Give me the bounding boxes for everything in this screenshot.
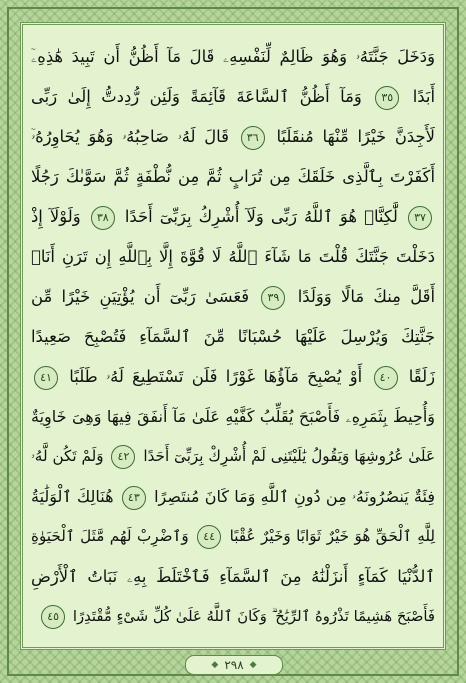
- verse-text: دَخَلْتَ جَنَّتَكَ قُلْتَ مَا شَآءَ ٱللَّهُ لَا قُوَّةَ إِلَّا بِٱللَّهِ إِن تَرَنِ أَنَا۠: [31, 247, 435, 266]
- verse-text: وَدَخَلَ جَنَّتَهُۥ وَهُوَ ظَالِمٌ لِّنَفْسِهِۦ قَالَ مَآ أَظُنُّ أَن تَبِيدَ هَٰذِهِۦٓ: [31, 47, 435, 66]
- ayah-number-marker: ٤٢: [111, 445, 135, 469]
- text-line: [31, 199, 435, 234]
- verse-text: وَأُحِيطَ بِثَمَرِهِۦ فَأَصْبَحَ يُقَلِّبُ كَفَّيْهِ عَلَىٰ مَآ أَنفَقَ فِيهَا وَهِىَ خَاوِيَةٌ: [31, 407, 435, 426]
- verse-text: لِلَّهِ ٱلْحَقِّ هُوَ خَيْرٌ ثَوَابًا وَخَيْرٌ عُقْبًا: [229, 527, 435, 545]
- verse-text: ٱلدُّنْيَا كَمَآءٍ أَنزَلْنَٰهُ مِنَ ٱلسَّمَآءِ فَٱخْتَلَطَ بِهِۦ نَبَاتُ ٱلْأَرْضِ: [31, 567, 435, 586]
- text-line: [31, 359, 435, 394]
- text-line: [31, 79, 435, 114]
- verse-text: أَقَلَّ مِنكَ مَالًا وَوَلَدًا: [297, 287, 436, 306]
- verse-text: لَأَجِدَنَّ خَيْرًا مِّنْهَا مُنقَلَبًا: [276, 127, 436, 146]
- text-panel: [20, 22, 446, 650]
- text-line: [31, 319, 435, 354]
- text-line: [31, 39, 435, 74]
- ayah-number-marker: ٤٤: [197, 525, 221, 549]
- ayah-number-marker: ٣٨: [91, 206, 115, 230]
- verse-text: زَلَقًا: [408, 367, 435, 386]
- text-line: [31, 439, 435, 474]
- ayah-number-marker: ٣٩: [261, 286, 285, 310]
- verse-text: وَٱضْرِبْ لَهُم مَّثَلَ ٱلْحَيَوٰةِ: [31, 527, 189, 545]
- ayah-number-marker: ٤٠: [374, 366, 398, 390]
- ayah-number-marker: ٤٥: [41, 605, 65, 629]
- text-line: [31, 119, 435, 154]
- verse-text: فِئَةٌ يَنصُرُونَهُۥ مِن دُونِ ٱللَّهِ وَمَا كَانَ مُنتَصِرًا: [154, 487, 435, 506]
- verse-text: وَلَوْلَآ إِذْ: [31, 207, 81, 226]
- text-line: [31, 559, 435, 594]
- text-line: [31, 479, 435, 514]
- verse-text: أَكَفَرْتَ بِٱلَّذِى خَلَقَكَ مِن تُرَابٍ ثُمَّ مِن نُّطْفَةٍ ثُمَّ سَوَّىٰكَ رَجُلًا: [31, 167, 435, 186]
- verse-text: عَلَىٰ عُرُوشِهَا وَيَقُولُ يَٰلَيْتَنِى لَمْ أُشْرِكْ بِرَبِّىٓ أَحَدًا: [143, 447, 436, 465]
- ayah-number-marker: ٣٦: [241, 126, 265, 150]
- ayah-number-marker: ٤٣: [122, 486, 146, 510]
- verse-text: قَالَ لَهُۥ صَاحِبُهُۥ وَهُوَ يُحَاوِرُهُۥٓ: [31, 127, 229, 146]
- text-line: [31, 279, 435, 314]
- page-number: ٢٩٨: [224, 658, 244, 672]
- verse-text: وَمَآ أَظُنُّ ٱلسَّاعَةَ قَآئِمَةً وَلَئِن رُّدِدتُّ إِلَىٰ رَبِّى: [31, 87, 362, 106]
- page-number-frame: [185, 655, 283, 675]
- ayah-number-marker: ٣٧: [408, 206, 432, 230]
- text-line: [31, 599, 435, 634]
- ornament-icon: ◆: [211, 659, 219, 670]
- verse-text: أَوْ يُصْبِحَ مَآؤُهَا غَوْرًا فَلَن تَسْتَطِيعَ لَهُۥ طَلَبًا: [69, 367, 363, 386]
- ayah-number-marker: ٤١: [34, 366, 58, 390]
- verse-text: وَلَمْ تَكُن لَّهُۥ: [31, 447, 104, 465]
- verse-text: فَعَسَىٰ رَبِّىٓ أَن يُؤْتِيَنِ خَيْرًا مِّن: [31, 287, 250, 306]
- verse-text: جَنَّتِكَ وَيُرْسِلَ عَلَيْهَا حُسْبَانًا مِّنَ ٱلسَّمَآءِ فَتُصْبِحَ صَعِيدًا: [31, 327, 435, 346]
- text-line: [31, 159, 435, 194]
- text-line: [31, 519, 435, 554]
- verse-text: فَأَصْبَحَ هَشِيمًا تَذْرُوهُ ٱلرِّيَٰحُ ۗ وَكَانَ ٱللَّهُ عَلَىٰ كُلِّ شَىْءٍ مُّقْتَدِرًا: [72, 608, 435, 625]
- text-line: [31, 399, 435, 434]
- verse-text: هُنَالِكَ ٱلْوَلَٰيَةُ: [31, 487, 114, 506]
- verse-text: أَبَدًا: [412, 87, 435, 106]
- text-line: [31, 239, 435, 274]
- ornament-icon: ◆: [249, 659, 257, 670]
- ayah-number-marker: ٣٥: [375, 86, 399, 110]
- verse-text: لَّٰكِنَّا۠ هُوَ ٱللَّهُ رَبِّى وَلَآ أُشْرِكُ بِرَبِّىٓ أَحَدًا: [124, 207, 398, 226]
